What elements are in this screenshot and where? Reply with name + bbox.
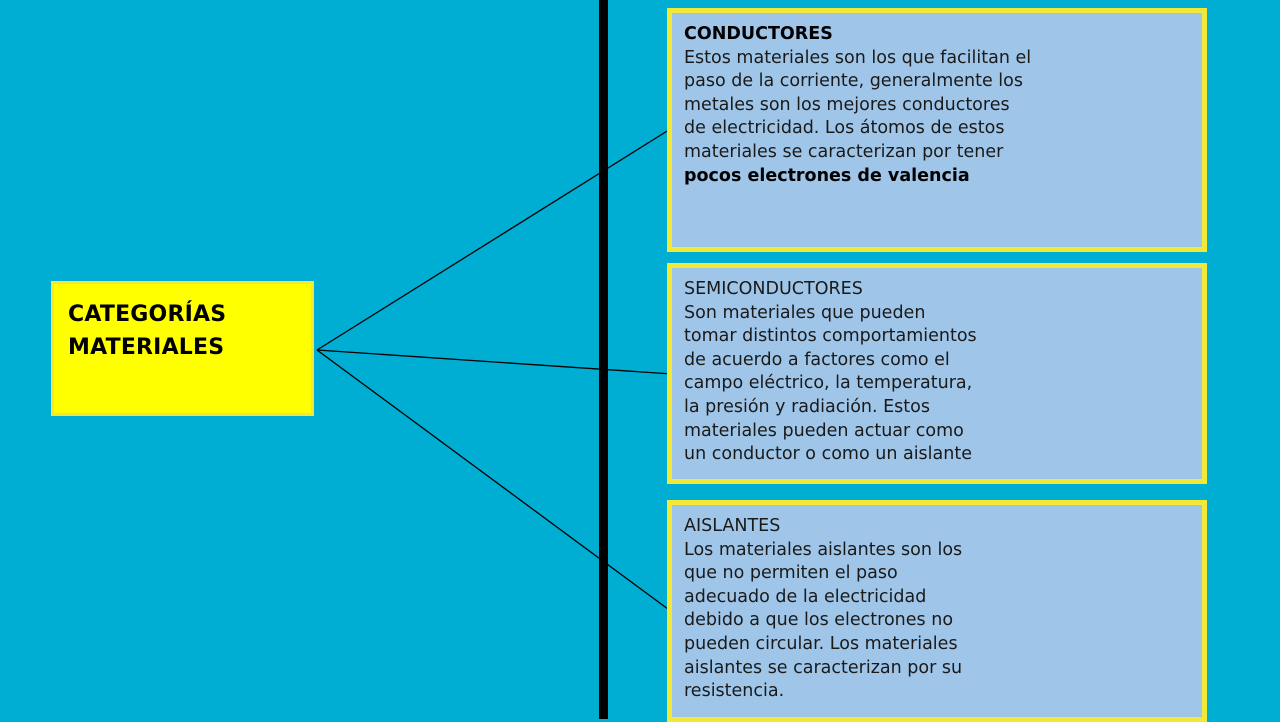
card-conductores xyxy=(667,8,1207,252)
connector-line-conductores xyxy=(317,128,672,350)
card-title-semiconductores: SEMICONDUCTORES xyxy=(684,279,863,299)
card-aislantes xyxy=(667,500,1207,722)
card-semiconductores xyxy=(667,263,1207,484)
connector-line-semiconductores xyxy=(317,350,672,374)
card-body-semiconductores: Son materiales que pueden tomar distintos comportamientos de acuerdo a factores como el campo eléctrico, la temperatura, la presión y radiación. Estos materiales pueden actuar como un conductor o como un aislante xyxy=(684,302,977,465)
root-title-line-1: CATEGORÍAS xyxy=(68,302,227,327)
root-node-categorias-materiales xyxy=(51,281,314,416)
card-title-conductores: CONDUCTORES xyxy=(684,24,833,44)
card-emphasis-conductores: pocos electrones de valencia xyxy=(684,165,970,186)
card-title-aislantes: AISLANTES xyxy=(684,516,781,536)
vertical-divider xyxy=(599,0,608,719)
card-body-aislantes: Los materiales aislantes son los que no permiten el paso adecuado de la electricidad debido a que los electrones no pueden circular. Los materiales aislantes se caracterizan por su resistencia. xyxy=(684,539,963,702)
root-title-line-2: MATERIALES xyxy=(68,335,225,360)
connector-line-aislantes xyxy=(317,350,672,612)
card-body-conductores: Estos materiales son los que facilitan el paso de la corriente, generalmente los metales son los mejores conductores de electricidad. Los átomos de estos materiales se caracterizan por tener xyxy=(684,47,1032,162)
